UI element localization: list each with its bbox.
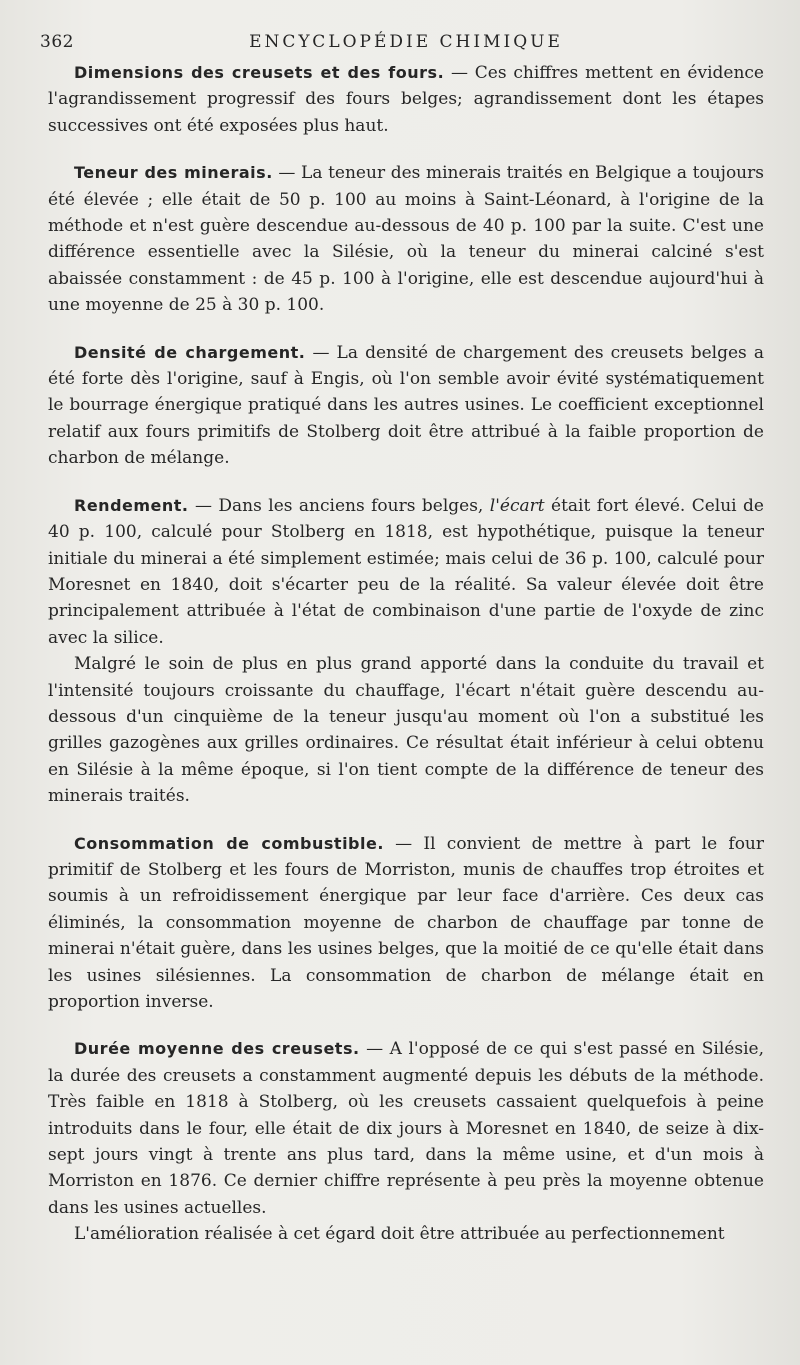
- paragraph: [48, 831, 764, 1016]
- paragraph-text: — A l'opposé de ce qui s'est passé en Silésie, la durée des creusets a constamment augmenté depuis les débuts de la méthode. Très faible en 1818 à Stolberg, où les creusets cassaient quelquefois à peine introduits dans le four, elle était de dix jours à Moresnet en 1840, de seize à dix-sept jours vingt à trente ans plus tard, dans la même usine, et d'un mois à Morriston en 1876. Ce dernier chiffre représente à peu près la moyenne obtenue dans les usines actuelles.: [48, 1039, 764, 1218]
- section-heading: Rendement.: [74, 495, 189, 515]
- section-heading: Consommation de combustible.: [74, 833, 384, 853]
- paragraph-text: — Dans les anciens fours belges,: [188, 495, 490, 516]
- section-consommation: [48, 831, 764, 1016]
- running-head: [40, 32, 764, 58]
- section-dimensions: [48, 60, 764, 139]
- paragraph: [48, 160, 764, 318]
- paragraph: L'amélioration réalisée à cet égard doit être attribuée au perfectionnement: [74, 1224, 725, 1245]
- section-heading: Durée moyenne des creusets.: [74, 1039, 360, 1059]
- paragraph-text: — La teneur des minerais traités en Belgique a toujours été élevée ; elle était de 50 p. 100 au moins à Saint-Léonard, à l'origine de la méthode et n'est guère descendue au-dessous de 40 p. 100 par la suite. C'est une différence essentielle avec la Silésie, où la teneur du minerai calciné s'est abaissée constamment : de 45 p. 100 à l'origine, elle est descendue aujourd'hui à une moyenne de 25 à 30 p. 100.: [48, 163, 764, 316]
- emphasis-text: l'écart: [489, 495, 545, 516]
- section-rendement: [48, 493, 764, 810]
- paragraph-text: — Il convient de mettre à part le four primitif de Stolberg et les fours de Morriston, munis de chauffes trop étroites et soumis à un refroidissement énergique par leur face d'arrière. Ces deux cas éliminés, la consommation moyenne de charbon de chauffage par tonne de minerai n'était guère, dans les usines belges, que la moitié de ce qu'elle était dans les usines silésiennes. La consommation de charbon de mélange était en proportion inverse.: [48, 833, 764, 1012]
- journal-title: ENCYCLOPÉDIE CHIMIQUE: [249, 32, 563, 52]
- section-duree: [48, 1036, 764, 1247]
- paragraph: [48, 1036, 764, 1221]
- paragraph-text: — Ces chiffres mettent en évidence l'agrandissement progressif des fours belges; agrandissement dont les étapes successives ont été exposées plus haut.: [48, 63, 764, 136]
- paragraph-text: était fort élevé. Celui de 40 p. 100, calculé pour Stolberg en 1818, est hypothétique, puisque la teneur initiale du minerai a été simplement estimée; mais celui de 36 p. 100, calculé pour Moresnet en 1840, doit s'écarter peu de la réalité. Sa valeur élevée doit être principalement attribuée à l'état de combinaison d'une partie de l'oxyde de zinc avec la silice.: [48, 495, 764, 648]
- paragraph: [48, 493, 764, 651]
- section-teneur: [48, 160, 764, 318]
- section-densite: [48, 340, 764, 472]
- paragraph: [48, 340, 764, 472]
- section-heading: Densité de chargement.: [74, 342, 306, 362]
- section-heading: Teneur des minerais.: [74, 163, 273, 183]
- body-text: [48, 60, 764, 1248]
- paragraph-text: — La densité de chargement des creusets belges a été forte dès l'origine, sauf à Engis, où l'on semble avoir évité systématiquement le bourrage énergique pratiqué dans les autres usines. Le coefficient exceptionnel relatif aux fours primitifs de Stolberg doit être attribué à la faible proportion de charbon de mélange.: [48, 342, 765, 469]
- paragraph: Malgré le soin de plus en plus grand apporté dans la conduite du travail et l'intensité toujours croissante du chauffage, l'écart n'était guère descendu au-dessous d'un cinquième de la teneur jusqu'au moment où l'on a substitué les grilles gazogènes aux grilles ordinaires. Ce résultat était inférieur à celui obtenu en Silésie à la même époque, si l'on tient compte de la différence de teneur des minerais traités.: [48, 654, 764, 807]
- page-number: 362: [40, 32, 74, 52]
- section-heading: Dimensions des creusets et des fours.: [74, 63, 445, 82]
- paragraph: [48, 60, 764, 139]
